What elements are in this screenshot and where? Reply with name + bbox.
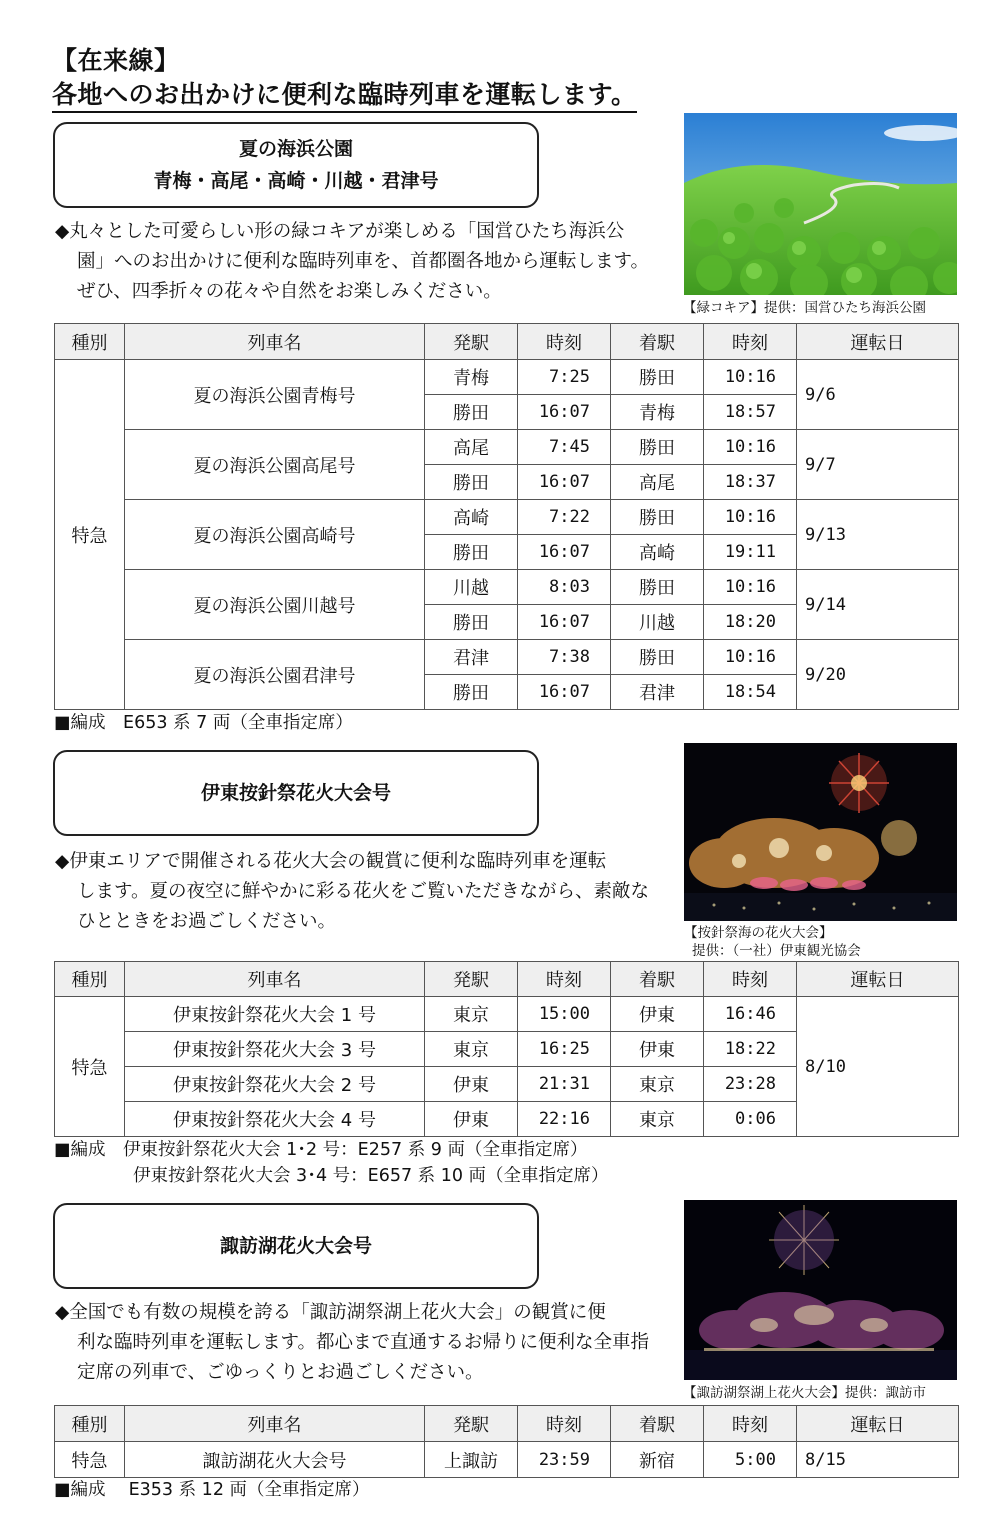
table-header-row — [55, 1406, 959, 1442]
section3-description-line1: ◆全国でも有数の規模を誇る「諏訪湖祭湖上花火大会」の観賞に便 — [55, 1302, 606, 1323]
column-header: 時刻 — [518, 1406, 611, 1442]
arrival-station: 伊東 — [611, 997, 704, 1032]
section1-formation-note: ■編成 E653 系 7 両（全車指定席） — [54, 713, 353, 733]
section1-description-line1: ◆丸々とした可愛らしい形の緑コキアが楽しめる「国営ひたち海浜公 — [55, 221, 625, 242]
train-name-cell: 夏の海浜公園高尾号 — [125, 430, 425, 500]
column-header: 時刻 — [704, 1406, 797, 1442]
column-header: 運転日 — [797, 962, 959, 997]
train-name-cell: 伊東按針祭花火大会 3 号 — [125, 1032, 425, 1067]
train-type-cell: 特急 — [55, 360, 125, 710]
section3-title-box — [53, 1203, 539, 1289]
departure-station: 勝田 — [425, 605, 518, 640]
fireworks-ito-caption-line1: 【按針祭海の花火大会】 — [684, 925, 833, 941]
operation-date: 8/10 — [797, 997, 959, 1137]
arrival-station: 勝田 — [611, 430, 704, 465]
table-header-row — [55, 324, 959, 360]
arrival-time: 23:28 — [704, 1067, 797, 1102]
fireworks-ito-photo — [684, 743, 957, 921]
train-name-cell: 夏の海浜公園高崎号 — [125, 500, 425, 570]
fireworks-suwa-photo — [684, 1200, 957, 1380]
arrival-time: 5:00 — [704, 1442, 797, 1478]
section2-timetable — [54, 961, 959, 1137]
column-header: 列車名 — [125, 962, 425, 997]
table-row — [55, 500, 959, 535]
arrival-time: 18:37 — [704, 465, 797, 500]
train-name-cell: 夏の海浜公園君津号 — [125, 640, 425, 710]
column-header: 運転日 — [797, 1406, 959, 1442]
arrival-time: 10:16 — [704, 430, 797, 465]
departure-time: 7:22 — [518, 500, 611, 535]
section-heading: 【在来線】 — [52, 46, 180, 75]
departure-station: 高尾 — [425, 430, 518, 465]
arrival-time: 10:16 — [704, 640, 797, 675]
section3-description-rest: 利な臨時列車を運転します。都心まで直通するお帰りに便利な全車指定席の列車で、ごゆっくりとお過ごしください。 — [77, 1332, 650, 1383]
column-header: 着駅 — [611, 324, 704, 360]
section2-title: 伊東按針祭花火大会号 — [200, 782, 391, 804]
arrival-time: 16:46 — [704, 997, 797, 1032]
column-header: 時刻 — [704, 962, 797, 997]
departure-time: 16:07 — [518, 395, 611, 430]
train-name-cell: 伊東按針祭花火大会 2 号 — [125, 1067, 425, 1102]
train-type-cell: 特急 — [55, 1442, 125, 1478]
departure-station: 高崎 — [425, 500, 518, 535]
arrival-station: 東京 — [611, 1067, 704, 1102]
section3-description — [55, 1298, 655, 1388]
column-header: 時刻 — [518, 962, 611, 997]
train-name-cell: 夏の海浜公園青梅号 — [125, 360, 425, 430]
column-header: 時刻 — [704, 324, 797, 360]
arrival-station: 勝田 — [611, 500, 704, 535]
table-row — [55, 570, 959, 605]
section1-timetable — [54, 323, 959, 710]
section1-title-box — [53, 122, 539, 208]
arrival-time: 18:22 — [704, 1032, 797, 1067]
table-row — [55, 360, 959, 395]
column-header: 着駅 — [611, 1406, 704, 1442]
column-header: 発駅 — [425, 962, 518, 997]
departure-station: 上諏訪 — [425, 1442, 518, 1478]
arrival-station: 青梅 — [611, 395, 704, 430]
arrival-station: 新宿 — [611, 1442, 704, 1478]
arrival-time: 0:06 — [704, 1102, 797, 1137]
table-row — [55, 430, 959, 465]
train-name-cell: 伊東按針祭花火大会 4 号 — [125, 1102, 425, 1137]
departure-station: 伊東 — [425, 1102, 518, 1137]
departure-time: 16:25 — [518, 1032, 611, 1067]
departure-time: 15:00 — [518, 997, 611, 1032]
column-header: 種別 — [55, 962, 125, 997]
departure-station: 東京 — [425, 997, 518, 1032]
fireworks-ito-caption-line2: 提供：（一社）伊東観光協会 — [692, 943, 861, 959]
departure-station: 青梅 — [425, 360, 518, 395]
departure-time: 7:25 — [518, 360, 611, 395]
table-header-row — [55, 962, 959, 997]
arrival-time: 18:57 — [704, 395, 797, 430]
column-header: 発駅 — [425, 1406, 518, 1442]
section3-formation-note: ■編成 E353 系 12 両（全車指定席） — [54, 1480, 370, 1500]
kochia-photo-caption: 【緑コキア】提供：国営ひたち海浜公園 — [683, 300, 926, 316]
page-title: 各地へのお出かけに便利な臨時列車を運転します。 — [52, 80, 637, 113]
section1-title: 夏の海浜公園 — [238, 138, 353, 160]
column-header: 着駅 — [611, 962, 704, 997]
table-row — [55, 1442, 959, 1478]
departure-station: 伊東 — [425, 1067, 518, 1102]
departure-time: 16:07 — [518, 465, 611, 500]
fireworks-suwa-caption: 【諏訪湖祭湖上花火大会】提供：諏訪市 — [683, 1385, 926, 1401]
column-header: 列車名 — [125, 1406, 425, 1442]
section2-formation-note-line1: ■編成 伊東按針祭花火大会 1･2 号：E257 系 9 両（全車指定席） — [54, 1140, 588, 1160]
arrival-time: 18:20 — [704, 605, 797, 640]
arrival-station: 勝田 — [611, 570, 704, 605]
train-name-cell: 夏の海浜公園川越号 — [125, 570, 425, 640]
arrival-station: 川越 — [611, 605, 704, 640]
arrival-station: 高崎 — [611, 535, 704, 570]
section1-description — [55, 217, 655, 307]
train-name-cell: 諏訪湖花火大会号 — [125, 1442, 425, 1478]
table-row — [55, 640, 959, 675]
column-header: 種別 — [55, 1406, 125, 1442]
column-header: 列車名 — [125, 324, 425, 360]
section2-formation-note-line2: 伊東按針祭花火大会 3･4 号：E657 系 10 両（全車指定席） — [133, 1166, 609, 1186]
table-row — [55, 997, 959, 1032]
operation-date: 9/20 — [797, 640, 959, 710]
train-name-cell: 伊東按針祭花火大会 1 号 — [125, 997, 425, 1032]
arrival-station: 勝田 — [611, 360, 704, 395]
column-header: 種別 — [55, 324, 125, 360]
departure-station: 勝田 — [425, 395, 518, 430]
operation-date: 9/13 — [797, 500, 959, 570]
arrival-station: 東京 — [611, 1102, 704, 1137]
section3-timetable — [54, 1405, 959, 1478]
arrival-station: 高尾 — [611, 465, 704, 500]
departure-time: 16:07 — [518, 605, 611, 640]
column-header: 運転日 — [797, 324, 959, 360]
departure-time: 16:07 — [518, 535, 611, 570]
operation-date: 9/14 — [797, 570, 959, 640]
departure-time: 21:31 — [518, 1067, 611, 1102]
arrival-time: 18:54 — [704, 675, 797, 710]
train-type-cell: 特急 — [55, 997, 125, 1137]
operation-date: 8/15 — [797, 1442, 959, 1478]
operation-date: 9/6 — [797, 360, 959, 430]
section2-description-line1: ◆伊東エリアで開催される花火大会の観賞に便利な臨時列車を運転 — [55, 851, 607, 872]
departure-time: 7:45 — [518, 430, 611, 465]
section2-description-rest: します。夏の夜空に鮮やかに彩る花火をご覧いただきながら、素敵なひとときをお過ごしください。 — [77, 881, 650, 932]
departure-station: 東京 — [425, 1032, 518, 1067]
section1-description-rest: 園」へのお出かけに便利な臨時列車を、首都圏各地から運転します。ぜひ、四季折々の花々や自然をお楽しみください。 — [77, 251, 650, 302]
departure-station: 勝田 — [425, 535, 518, 570]
kochia-photo — [684, 113, 957, 295]
arrival-time: 10:16 — [704, 570, 797, 605]
arrival-time: 10:16 — [704, 360, 797, 395]
departure-station: 君津 — [425, 640, 518, 675]
arrival-time: 19:11 — [704, 535, 797, 570]
operation-date: 9/7 — [797, 430, 959, 500]
departure-station: 川越 — [425, 570, 518, 605]
departure-time: 23:59 — [518, 1442, 611, 1478]
departure-time: 22:16 — [518, 1102, 611, 1137]
section1-subtitle: 青梅・高尾・高崎・川越・君津号 — [153, 170, 439, 192]
arrival-station: 伊東 — [611, 1032, 704, 1067]
departure-time: 7:38 — [518, 640, 611, 675]
section2-title-box — [53, 750, 539, 836]
departure-station: 勝田 — [425, 675, 518, 710]
departure-station: 勝田 — [425, 465, 518, 500]
arrival-station: 君津 — [611, 675, 704, 710]
arrival-time: 10:16 — [704, 500, 797, 535]
departure-time: 8:03 — [518, 570, 611, 605]
section2-description — [55, 847, 655, 937]
section3-title: 諏訪湖花火大会号 — [219, 1235, 372, 1257]
departure-time: 16:07 — [518, 675, 611, 710]
column-header: 時刻 — [518, 324, 611, 360]
column-header: 発駅 — [425, 324, 518, 360]
arrival-station: 勝田 — [611, 640, 704, 675]
